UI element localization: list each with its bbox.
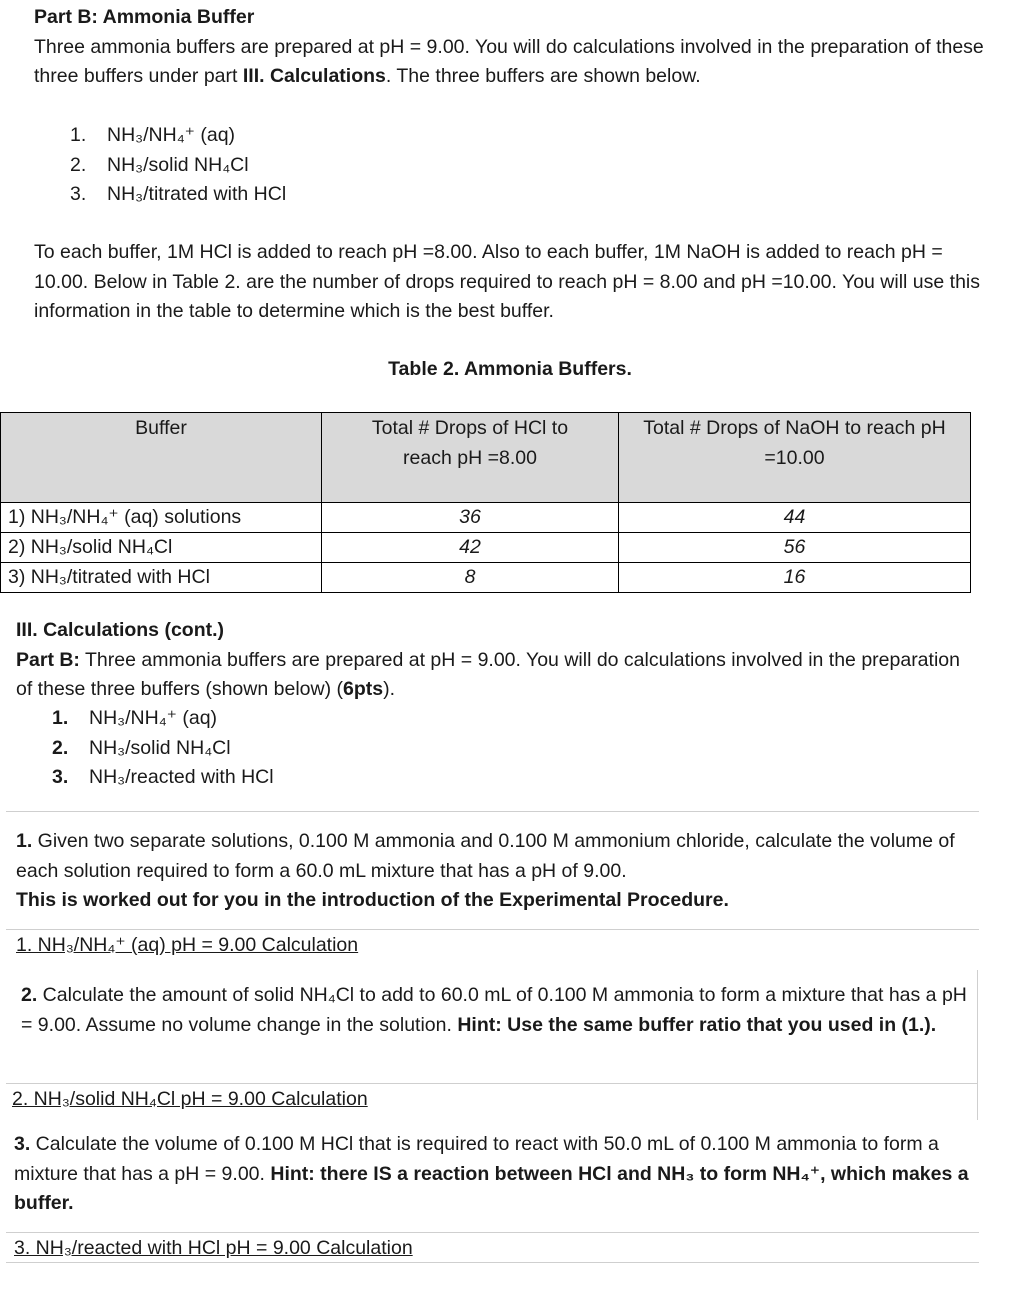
part-b-heading: Part B: Ammonia Buffer bbox=[34, 6, 255, 28]
divider bbox=[6, 1262, 979, 1263]
answer-area-1-label: 1. NH₃/NH₄⁺ (aq) pH = 9.00 Calculation bbox=[16, 934, 359, 956]
column-header: Buffer bbox=[1, 413, 322, 503]
buffer-list bbox=[70, 121, 286, 210]
divider bbox=[6, 1083, 977, 1084]
buffer-cell: 1) NH₃/NH₄⁺ (aq) solutions bbox=[1, 503, 322, 533]
calculations-heading: III. Calculations (cont.) bbox=[16, 619, 225, 641]
table-row bbox=[1, 503, 971, 533]
question-3: 3. Calculate the volume of 0.100 M HCl that is required to react with 50.0 mL of 0.100 M ammonia to form a mixture that has a pH = 9.00. Hint: there IS a reaction between HCl and NH₃ to form NH₄⁺, which makes a buffer. bbox=[14, 1133, 969, 1214]
calculations-section bbox=[16, 616, 976, 705]
part-b-section bbox=[34, 3, 984, 92]
table-row bbox=[1, 563, 971, 593]
divider bbox=[6, 811, 979, 812]
calc-buffer-list bbox=[52, 704, 274, 793]
list-item: 1. NH₃/NH₄⁺ (aq) bbox=[52, 707, 218, 729]
calculations-intro: Part B: Three ammonia buffers are prepared at pH = 9.00. You will do calculations involved in the preparation of these three buffers (shown below) (6pts). bbox=[16, 648, 960, 700]
column-header: Total # Drops of NaOH to reach pH =10.00 bbox=[619, 413, 971, 503]
column-header: Total # Drops of HCl to reach pH =8.00 bbox=[322, 413, 619, 503]
naoh-drops-cell: 44 bbox=[619, 503, 971, 533]
table-caption: Table 2. Ammonia Buffers. bbox=[388, 358, 632, 380]
answer-area-3-label: 3. NH₃/reacted with HCl pH = 9.00 Calculation bbox=[14, 1237, 413, 1259]
part-b-intro: Three ammonia buffers are prepared at pH = 9.00. You will do calculations involved in the preparation of these three buffers under part III. Calculations. The three buffers are shown below. bbox=[34, 35, 984, 87]
question-1: 1. Given two separate solutions, 0.100 M ammonia and 0.100 M ammonium chloride, calculate the volume of each solution required to form a 60.0 mL mixture that has a pH of 9.00. This is worked out for you in the introduction of the Experimental Procedure. bbox=[16, 830, 955, 911]
hcl-drops-cell: 36 bbox=[322, 503, 619, 533]
naoh-drops-cell: 16 bbox=[619, 563, 971, 593]
list-item: 2. NH₃/solid NH₄Cl bbox=[52, 736, 231, 759]
list-item: 3. NH₃/reacted with HCl bbox=[52, 766, 274, 788]
buffer-cell: 3) NH₃/titrated with HCl bbox=[1, 563, 322, 593]
list-item: 1. NH₃/NH₄⁺ (aq) bbox=[70, 124, 236, 146]
question-2: 2. Calculate the amount of solid NH₄Cl to add to 60.0 mL of 0.100 M ammonia to form a mixture that has a pH = 9.00. Assume no volume change in the solution. Hint: Use the same buffer ratio that you used in (1.). bbox=[21, 984, 967, 1036]
ammonia-buffers-table bbox=[0, 412, 971, 593]
answer-area-2-label: 2. NH₃/solid NH₄Cl pH = 9.00 Calculation bbox=[12, 1088, 368, 1110]
naoh-drops-cell: 56 bbox=[619, 533, 971, 563]
hcl-drops-cell: 42 bbox=[322, 533, 619, 563]
hcl-drops-cell: 8 bbox=[322, 563, 619, 593]
instructions-paragraph: To each buffer, 1M HCl is added to reach pH =8.00. Also to each buffer, 1M NaOH is added to reach pH = 10.00. Below in Table 2. are the number of drops required to reach pH = 8.00 and pH =10.00. You will use this information in the table to determine which is the best buffer. bbox=[34, 241, 981, 322]
divider bbox=[6, 1232, 979, 1233]
divider bbox=[977, 970, 978, 1120]
list-item: 3. NH₃/titrated with HCl bbox=[70, 183, 287, 205]
list-item: 2. NH₃/solid NH₄Cl bbox=[70, 153, 249, 176]
table-row bbox=[1, 533, 971, 563]
divider bbox=[6, 929, 979, 930]
buffer-cell: 2) NH₃/solid NH₄Cl bbox=[1, 533, 322, 563]
